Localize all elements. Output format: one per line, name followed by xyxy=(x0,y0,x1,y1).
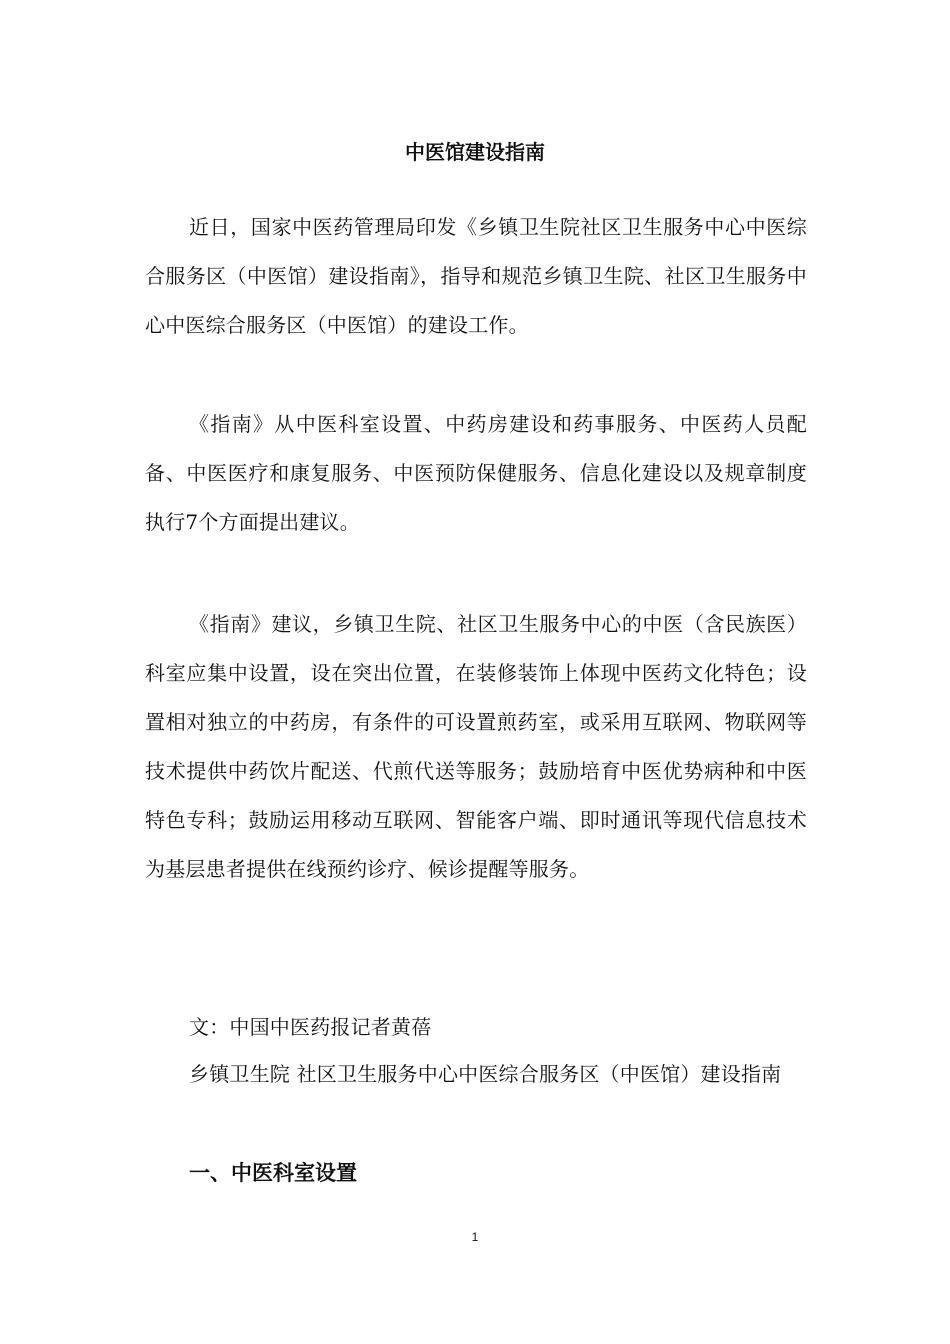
paragraph-scope: 《指南》从中医科室设置、中药房建设和药事服务、中医药人员配备、中医医疗和康复服务、中医预防保健服务、信息化建设以及规章制度执行7个方面提出建议。 xyxy=(145,412,807,534)
section-heading: 一、中医科室设置 xyxy=(189,1161,357,1185)
paragraph-intro: 近日，国家中医药管理局印发《乡镇卫生院社区卫生服务中心中医综合服务区（中医馆）建设指南》，指导和规范乡镇卫生院、社区卫生服务中心中医综合服务区（中医馆）的建设工作。 xyxy=(145,215,807,337)
paragraph-recommendations: 《指南》建议，乡镇卫生院、社区卫生服务中心的中医（含民族医）科室应集中设置，设在突出位置，在装修装饰上体现中医药文化特色；设置相对独立的中药房，有条件的可设置煎药室，或采用互联网、物联网等技术提供中药饮片配送、代煎代送等服务；鼓励培育中医优势病种和中医特色专科；鼓励运用移动互联网、智能客户端、即时通讯等现代信息技术为基层患者提供在线预约诊疗、候诊提醒等服务。 xyxy=(145,612,807,881)
document-title: 中医馆建设指南 xyxy=(405,140,545,164)
byline: 文：中国中医药报记者黄蓓 xyxy=(189,1015,432,1039)
page-number: 1 xyxy=(471,1230,479,1244)
guide-subtitle: 乡镇卫生院 社区卫生服务中心中医综合服务区（中医馆）建设指南 xyxy=(189,1062,782,1086)
